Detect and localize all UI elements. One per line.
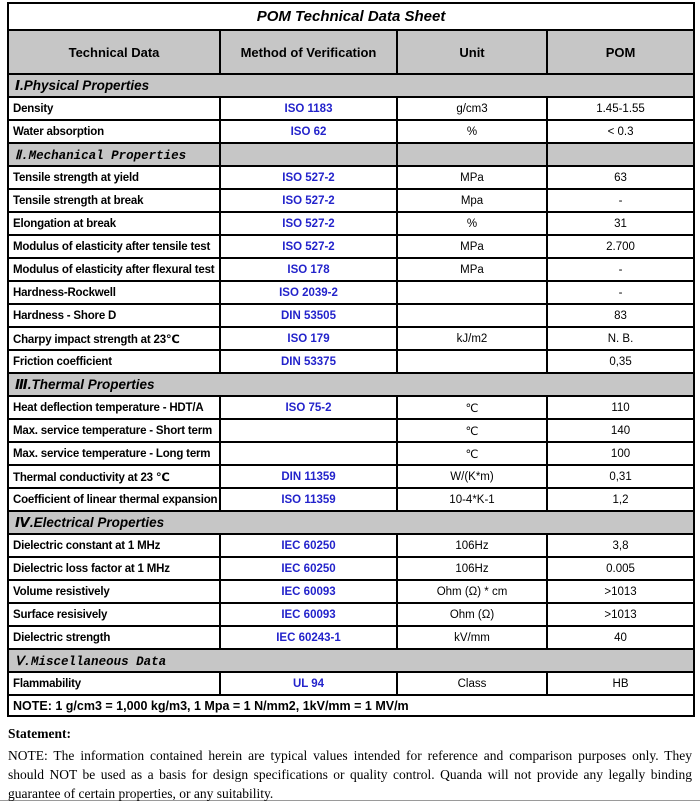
method-cell: ISO 527-2 — [220, 189, 397, 212]
value-cell: >1013 — [547, 580, 694, 603]
value-cell: 140 — [547, 419, 694, 442]
value-cell: 0,31 — [547, 465, 694, 488]
unit-cell: % — [397, 120, 547, 143]
statement-section — [8, 726, 692, 803]
method-cell: IEC 60250 — [220, 557, 397, 580]
column-header-row — [8, 30, 694, 74]
value-cell: 0,35 — [547, 350, 694, 373]
value-cell: 1.45-1.55 — [547, 97, 694, 120]
unit-cell: ℃ — [397, 442, 547, 465]
value-cell: 63 — [547, 166, 694, 189]
method-cell — [220, 442, 397, 465]
property-name-cell: Max. service temperature - Long term — [8, 442, 220, 465]
property-name-cell: Hardness - Shore D — [8, 304, 220, 327]
method-cell: ISO 75-2 — [220, 396, 397, 419]
method-cell: ISO 11359 — [220, 488, 397, 511]
unit-cell: Mpa — [397, 189, 547, 212]
value-cell: 110 — [547, 396, 694, 419]
value-cell: - — [547, 189, 694, 212]
table-row — [8, 166, 694, 189]
method-cell: ISO 179 — [220, 327, 397, 350]
value-cell: 1,2 — [547, 488, 694, 511]
column-header: Method of Verification — [220, 30, 397, 74]
property-name-cell: Dielectric loss factor at 1 MHz — [8, 557, 220, 580]
note-row — [8, 695, 694, 716]
table-row — [8, 120, 694, 143]
value-cell: HB — [547, 672, 694, 695]
value-cell: 31 — [547, 212, 694, 235]
unit-cell: kJ/m2 — [397, 327, 547, 350]
method-cell: ISO 2039-2 — [220, 281, 397, 304]
table-row — [8, 419, 694, 442]
method-cell: IEC 60093 — [220, 603, 397, 626]
property-name-cell: Water absorption — [8, 120, 220, 143]
table-row — [8, 626, 694, 649]
table-row — [8, 396, 694, 419]
unit-cell: MPa — [397, 258, 547, 281]
table-row — [8, 534, 694, 557]
value-cell: - — [547, 258, 694, 281]
property-name-cell: Tensile strength at yield — [8, 166, 220, 189]
table-row — [8, 580, 694, 603]
unit-cell: Class — [397, 672, 547, 695]
property-name-cell: Thermal conductivity at 23 ℃ — [8, 465, 220, 488]
section-label: Ⅰ.Physical Properties — [8, 74, 694, 97]
unit-cell: MPa — [397, 235, 547, 258]
section-header-row — [8, 373, 694, 396]
section-header-row — [8, 74, 694, 97]
unit-cell: 10-4*K-1 — [397, 488, 547, 511]
section-empty-cell — [220, 143, 397, 166]
method-cell: DIN 53505 — [220, 304, 397, 327]
value-cell: 100 — [547, 442, 694, 465]
unit-cell: ℃ — [397, 419, 547, 442]
section-empty-cell — [547, 143, 694, 166]
section-header-row — [8, 649, 694, 672]
property-name-cell: Dielectric constant at 1 MHz — [8, 534, 220, 557]
sheet-title-row — [8, 3, 694, 30]
section-header-row — [8, 511, 694, 534]
value-cell: >1013 — [547, 603, 694, 626]
property-name-cell: Hardness-Rockwell — [8, 281, 220, 304]
value-cell: 3,8 — [547, 534, 694, 557]
unit-cell: 106Hz — [397, 534, 547, 557]
method-cell: DIN 11359 — [220, 465, 397, 488]
method-cell: IEC 60250 — [220, 534, 397, 557]
method-cell: IEC 60093 — [220, 580, 397, 603]
unit-cell: Ohm (Ω) * cm — [397, 580, 547, 603]
column-header: Unit — [397, 30, 547, 74]
value-cell: 2.700 — [547, 235, 694, 258]
method-cell: ISO 62 — [220, 120, 397, 143]
table-row — [8, 258, 694, 281]
property-name-cell: Flammability — [8, 672, 220, 695]
property-name-cell: Heat deflection temperature - HDT/A — [8, 396, 220, 419]
table-row — [8, 603, 694, 626]
method-cell: ISO 1183 — [220, 97, 397, 120]
property-name-cell: Dielectric strength — [8, 626, 220, 649]
value-cell: < 0.3 — [547, 120, 694, 143]
property-name-cell: Modulus of elasticity after flexural test — [8, 258, 220, 281]
unit-cell: g/cm3 — [397, 97, 547, 120]
table-row — [8, 189, 694, 212]
unit-cell: Ohm (Ω) — [397, 603, 547, 626]
property-name-cell: Coefficient of linear thermal expansion — [8, 488, 220, 511]
unit-cell: ℃ — [397, 396, 547, 419]
property-name-cell: Charpy impact strength at 23℃ — [8, 327, 220, 350]
method-cell: DIN 53375 — [220, 350, 397, 373]
property-name-cell: Max. service temperature - Short term — [8, 419, 220, 442]
table-row — [8, 281, 694, 304]
table-row — [8, 212, 694, 235]
table-row — [8, 488, 694, 511]
method-cell: IEC 60243-1 — [220, 626, 397, 649]
unit-cell — [397, 304, 547, 327]
method-cell — [220, 419, 397, 442]
property-name-cell: Volume resistively — [8, 580, 220, 603]
method-cell: ISO 527-2 — [220, 212, 397, 235]
table-row — [8, 442, 694, 465]
value-cell: 40 — [547, 626, 694, 649]
section-label: Ⅴ.Miscellaneous Data — [8, 649, 694, 672]
unit-cell: W/(K*m) — [397, 465, 547, 488]
property-name-cell: Density — [8, 97, 220, 120]
table-row — [8, 235, 694, 258]
unit-cell — [397, 350, 547, 373]
property-name-cell: Tensile strength at break — [8, 189, 220, 212]
column-header: Technical Data — [8, 30, 220, 74]
value-cell: - — [547, 281, 694, 304]
property-name-cell: Elongation at break — [8, 212, 220, 235]
value-cell: N. B. — [547, 327, 694, 350]
table-row — [8, 672, 694, 695]
unit-cell — [397, 281, 547, 304]
column-header: POM — [547, 30, 694, 74]
table-row — [8, 350, 694, 373]
property-name-cell: Modulus of elasticity after tensile test — [8, 235, 220, 258]
section-header-row — [8, 143, 694, 166]
table-row — [8, 97, 694, 120]
method-cell: ISO 178 — [220, 258, 397, 281]
value-cell: 0.005 — [547, 557, 694, 580]
method-cell: ISO 527-2 — [220, 235, 397, 258]
table-row — [8, 465, 694, 488]
table-row — [8, 327, 694, 350]
section-label: Ⅳ.Electrical Properties — [8, 511, 694, 534]
method-cell: ISO 527-2 — [220, 166, 397, 189]
property-name-cell: Friction coefficient — [8, 350, 220, 373]
value-cell: 83 — [547, 304, 694, 327]
method-cell: UL 94 — [220, 672, 397, 695]
unit-cell: MPa — [397, 166, 547, 189]
table-row — [8, 304, 694, 327]
section-label: Ⅱ.Mechanical Properties — [8, 143, 220, 166]
unit-cell: % — [397, 212, 547, 235]
statement-heading: Statement: — [8, 726, 71, 741]
note-text: NOTE: 1 g/cm3 = 1,000 kg/m3, 1 Mpa = 1 N/mm2, 1kV/mm = 1 MV/m — [8, 695, 694, 716]
technical-data-table — [7, 2, 695, 717]
statement-body: NOTE: The information contained herein are typical values intended for reference and comparison purposes only. They should NOT be used as a basis for design specifications or quality control. Quanda will not provide any legally binding guarantee of certain properties, or any suitability. — [8, 748, 692, 801]
section-label: Ⅲ.Thermal Properties — [8, 373, 694, 396]
sheet-title: POM Technical Data Sheet — [8, 3, 694, 30]
section-empty-cell — [397, 143, 547, 166]
table-row — [8, 557, 694, 580]
unit-cell: 106Hz — [397, 557, 547, 580]
property-name-cell: Surface resisively — [8, 603, 220, 626]
unit-cell: kV/mm — [397, 626, 547, 649]
